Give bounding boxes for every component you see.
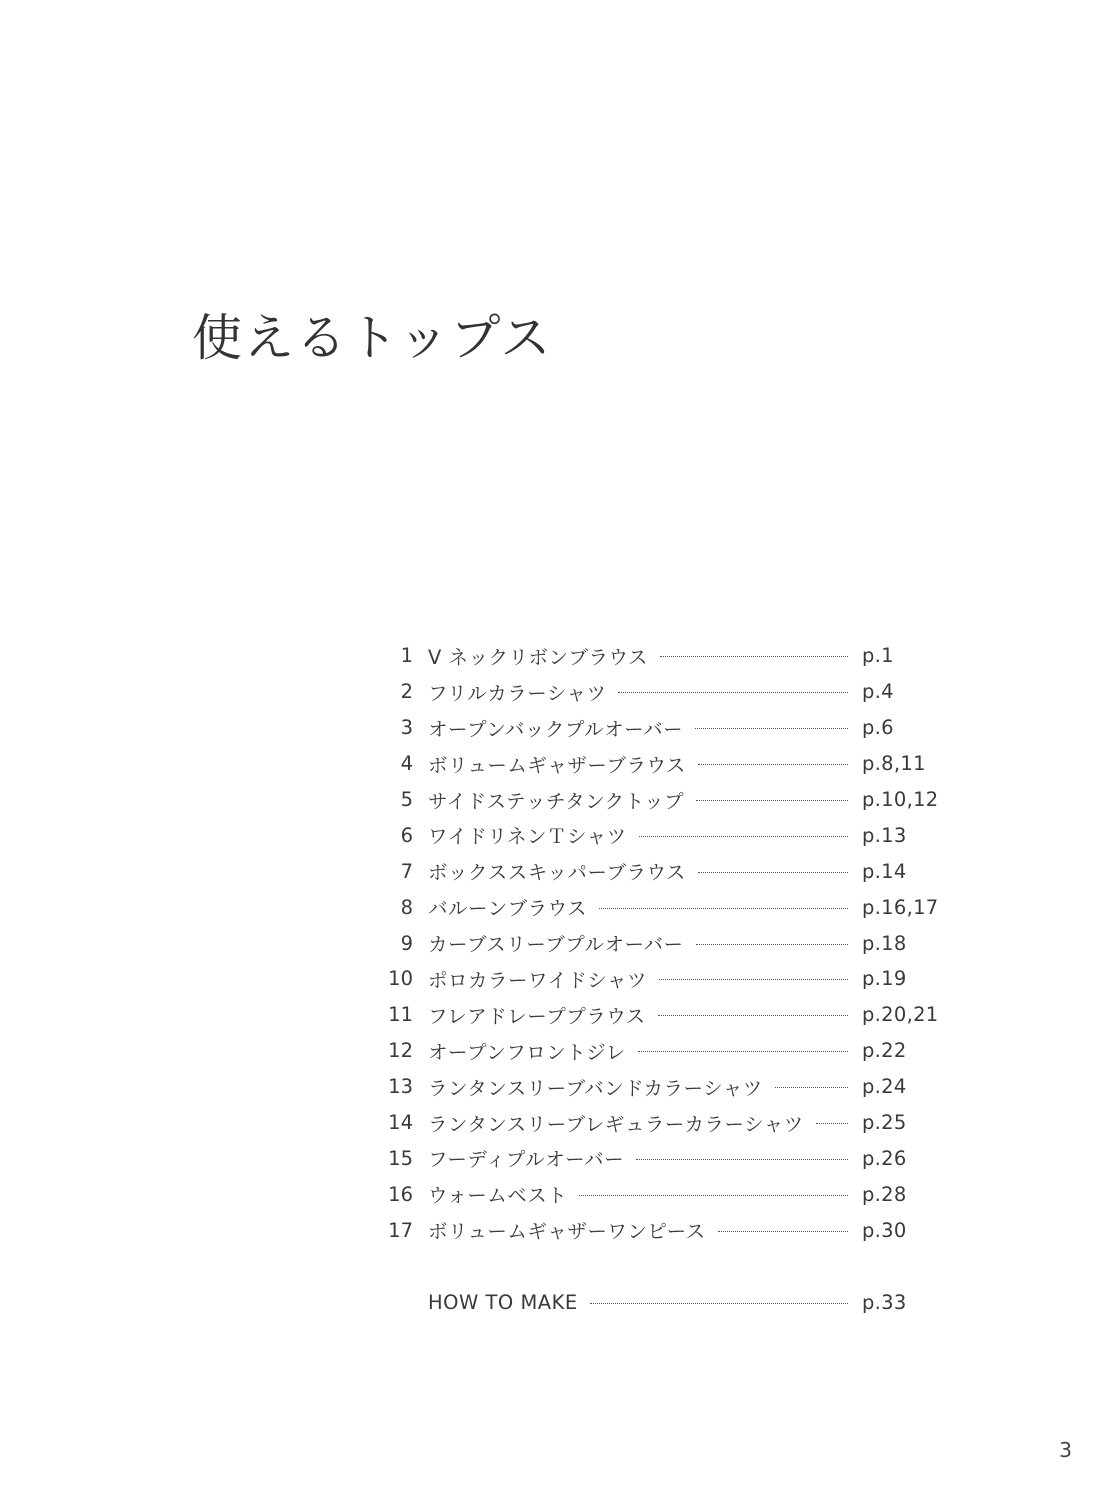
toc-label: HOW TO MAKE: [428, 1290, 578, 1314]
toc-number: 3: [400, 716, 413, 740]
toc-row[interactable]: [380, 746, 980, 782]
toc-row[interactable]: [380, 1033, 980, 1069]
dot-leader: [579, 1195, 848, 1196]
dot-leader: [638, 1051, 848, 1052]
toc-number: 16: [388, 1182, 413, 1206]
toc-page-ref: p.30: [862, 1218, 907, 1242]
toc-label: ワイドリネンＴシャツ: [428, 825, 627, 849]
dot-leader: [636, 1159, 848, 1160]
toc-page-ref: p.25: [862, 1111, 907, 1135]
page-number: 3: [1059, 1438, 1072, 1462]
toc-label: カーブスリーブプルオーバー: [428, 933, 684, 957]
toc-label: ボリュームギャザーブラウス: [428, 753, 686, 777]
toc-label: ランタンスリーブバンドカラーシャツ: [428, 1076, 763, 1100]
dot-leader: [639, 836, 848, 837]
toc-label: V ネックリボンブラウス: [428, 645, 648, 669]
toc-row[interactable]: [380, 1212, 980, 1248]
toc-page-ref: p.8,11: [862, 752, 926, 776]
dot-leader: [696, 944, 848, 945]
dot-leader: [618, 692, 848, 693]
dot-leader: [658, 1015, 848, 1016]
toc-label: オープンバックプルオーバー: [428, 717, 684, 741]
toc-row[interactable]: [380, 1176, 980, 1212]
toc-row[interactable]: [380, 997, 980, 1033]
dot-leader: [816, 1123, 848, 1124]
toc-number: 5: [400, 788, 413, 811]
table-of-contents: [380, 638, 980, 1320]
toc-label: フレアドレーププラウス: [428, 1004, 646, 1028]
toc-number: 11: [388, 1003, 413, 1027]
toc-row[interactable]: [380, 710, 980, 746]
toc-row[interactable]: [380, 853, 980, 889]
toc-page-ref: p.20,21: [862, 1003, 939, 1027]
toc-row-how-to-make[interactable]: [380, 1284, 980, 1320]
toc-row[interactable]: [380, 674, 980, 710]
dot-leader: [659, 979, 848, 980]
dot-leader: [660, 656, 848, 657]
toc-row[interactable]: [380, 1140, 980, 1176]
toc-number: 8: [400, 895, 413, 919]
toc-number: 1: [400, 644, 413, 668]
toc-label: バルーンブラウス: [428, 897, 588, 921]
toc-label: オープンフロントジレ: [428, 1040, 626, 1064]
toc-number: 12: [388, 1039, 413, 1063]
toc-row[interactable]: [380, 961, 980, 997]
dot-leader: [698, 764, 848, 765]
toc-number: 15: [388, 1146, 413, 1170]
toc-page-ref: p.33: [862, 1290, 907, 1314]
toc-page-ref: p.16,17: [862, 895, 939, 919]
toc-page-ref: p.1: [862, 644, 894, 668]
toc-label: ボリュームギャザーワンピース: [428, 1220, 706, 1244]
toc-label: フリルカラーシャツ: [428, 681, 607, 705]
toc-number: 17: [388, 1218, 413, 1242]
dot-leader: [696, 800, 848, 801]
toc-page-ref: p.18: [862, 931, 907, 955]
dot-leader: [599, 908, 848, 909]
toc-row[interactable]: [380, 782, 980, 818]
toc-label: フーディプルオーバー: [428, 1148, 625, 1172]
toc-label: ポロカラーワイドシャツ: [428, 968, 648, 992]
toc-page-ref: p.22: [862, 1039, 907, 1063]
dot-leader: [775, 1087, 848, 1088]
toc-number: 10: [388, 967, 413, 991]
toc-row[interactable]: [380, 1069, 980, 1105]
dot-leader: [695, 728, 848, 729]
toc-row[interactable]: [380, 817, 980, 853]
toc-page-ref: p.13: [862, 823, 907, 847]
toc-number: 14: [388, 1111, 413, 1135]
toc-number: 13: [388, 1075, 413, 1099]
toc-label: ボックススキッパーブラウス: [428, 861, 686, 885]
toc-label: ウォームベスト: [428, 1184, 568, 1208]
toc-page-ref: p.24: [862, 1075, 907, 1099]
toc-row[interactable]: [380, 889, 980, 925]
toc-number: 4: [400, 752, 413, 776]
page-title: 使えるトップス: [192, 309, 553, 367]
toc-number: 2: [400, 680, 413, 704]
toc-page-ref: p.14: [862, 859, 907, 883]
dot-leader: [718, 1231, 848, 1232]
toc-row[interactable]: [380, 638, 980, 674]
toc-number: 7: [400, 859, 413, 883]
toc-label: ランタンスリーブレギュラーカラーシャツ: [428, 1112, 804, 1136]
dot-leader: [590, 1303, 848, 1304]
toc-page-ref: p.19: [862, 967, 907, 991]
toc-page-ref: p.4: [862, 680, 894, 704]
toc-page-ref: p.10,12: [862, 788, 939, 811]
toc-row[interactable]: [380, 1105, 980, 1141]
toc-label: サイドステッチタンクトップ: [428, 789, 685, 813]
toc-number: 9: [400, 931, 413, 955]
toc-page-ref: p.28: [862, 1182, 907, 1206]
toc-page-ref: p.26: [862, 1146, 907, 1170]
toc-number: 6: [400, 823, 413, 847]
dot-leader: [698, 872, 848, 873]
toc-page-ref: p.6: [862, 716, 894, 740]
toc-row[interactable]: [380, 925, 980, 961]
